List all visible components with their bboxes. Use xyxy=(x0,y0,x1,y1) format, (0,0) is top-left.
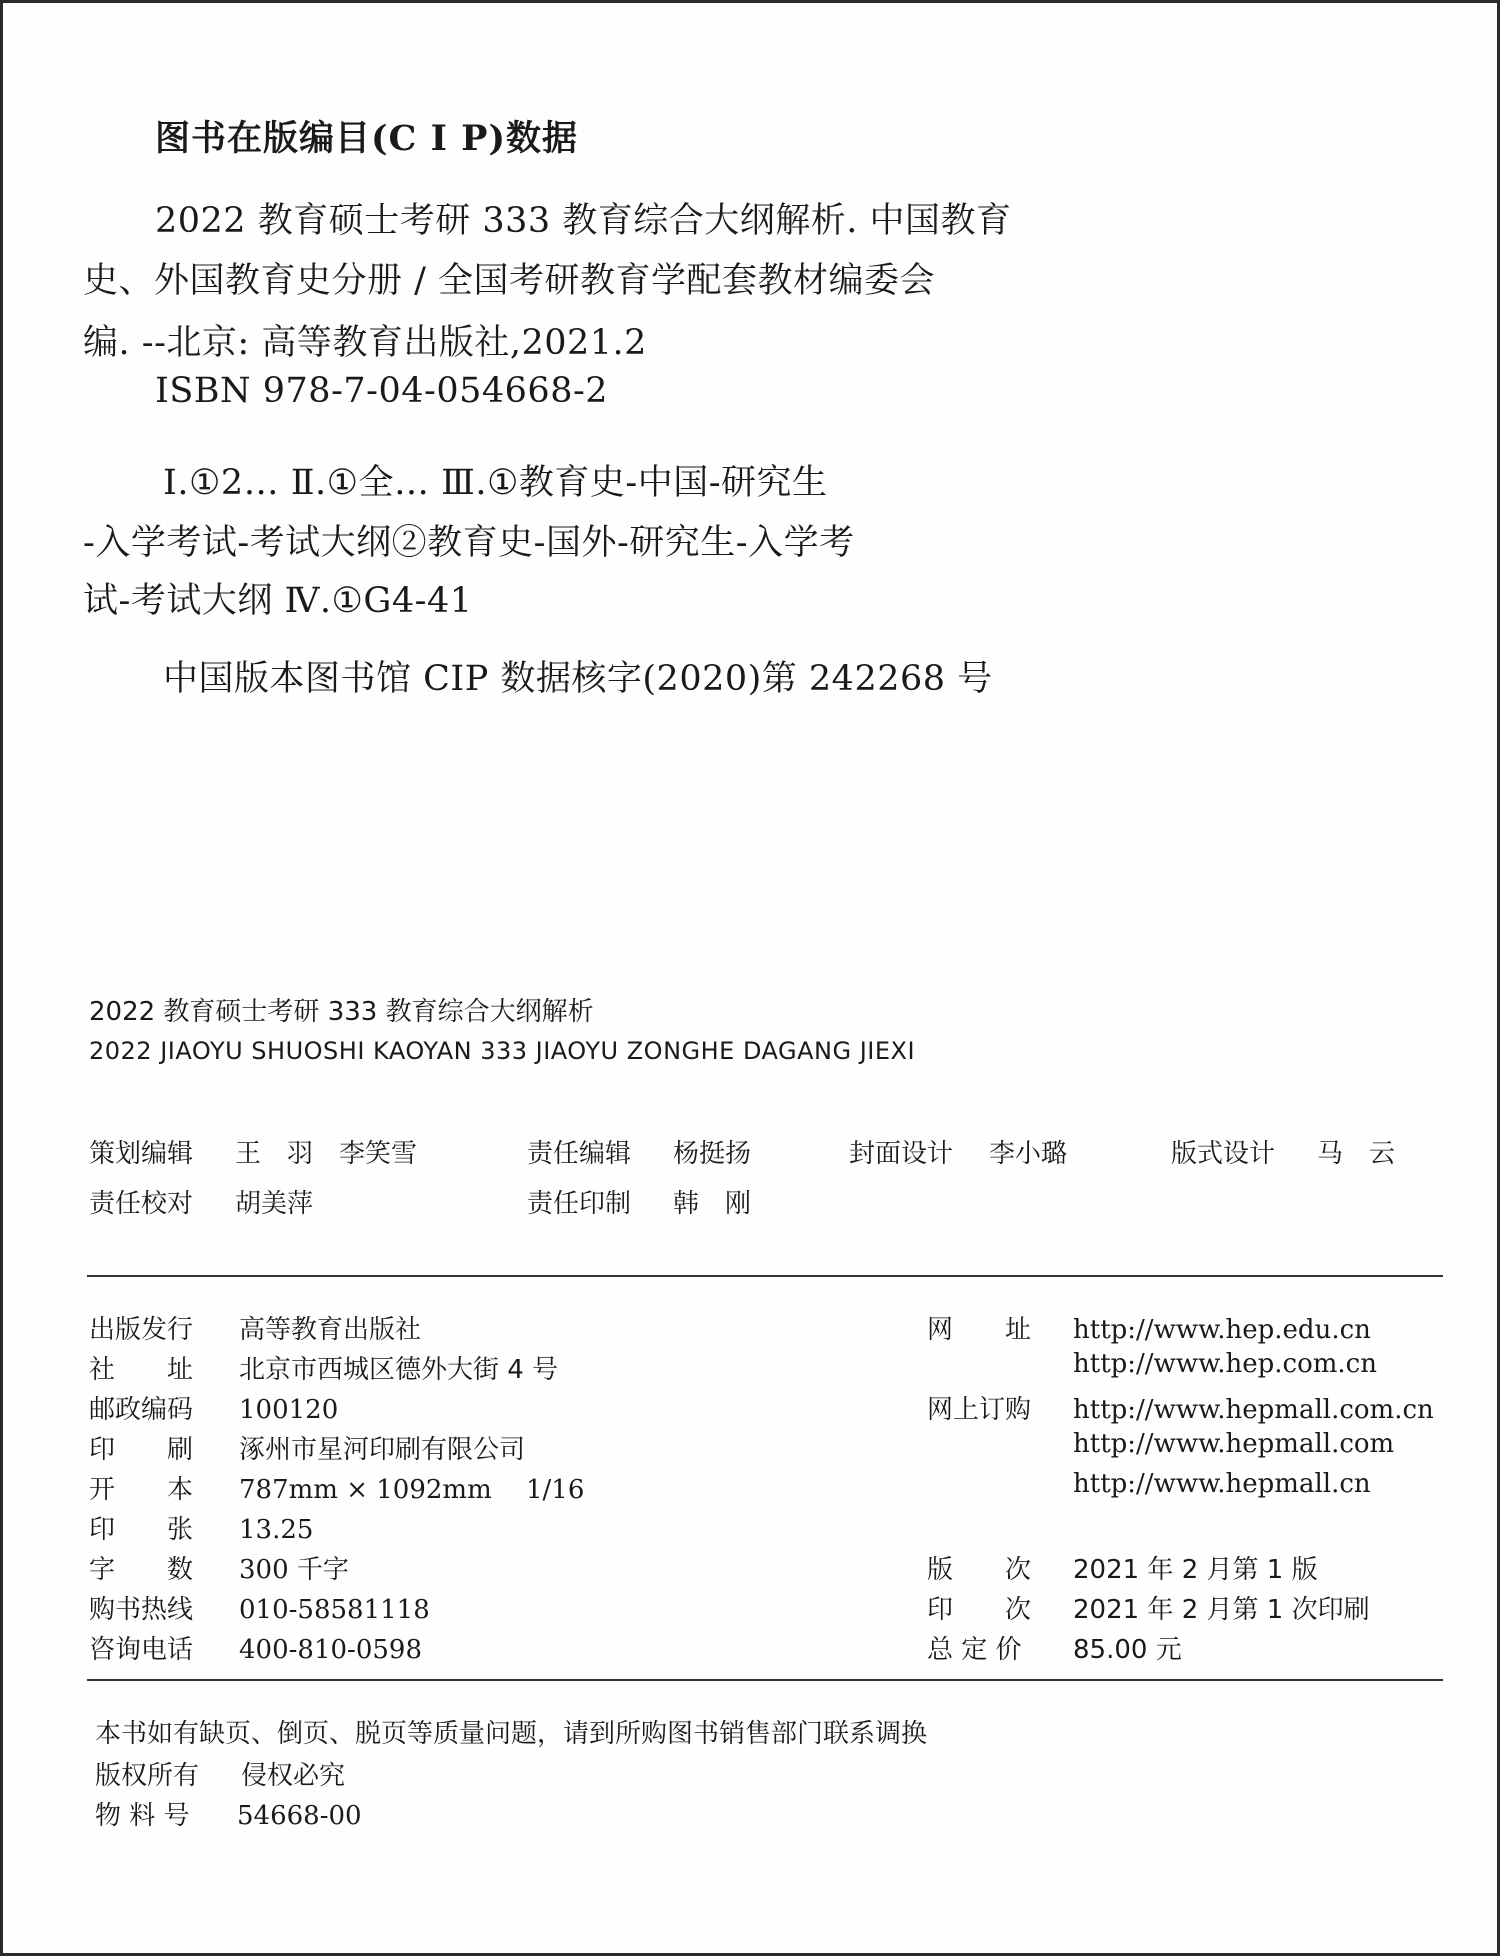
proofreader-value: 胡美萍 xyxy=(235,1189,314,1219)
print-supervisor-value: 韩 刚 xyxy=(673,1189,752,1219)
cip-desc-line-3: 编. --北京: 高等教育出版社,2021.2 xyxy=(83,323,647,363)
cip-isbn: ISBN 978-7-04-054668-2 xyxy=(155,371,609,411)
pub-left-8: 咨询电话 400-810-0598 xyxy=(89,1635,422,1665)
pub-right-5: 版 次 2021 年 2 月第 1 版 xyxy=(927,1555,1318,1585)
divider-top xyxy=(87,1275,1443,1277)
cip-class-line-1: Ⅰ.①2… Ⅱ.①全… Ⅲ.①教育史-中国-研究生 xyxy=(163,463,828,503)
pub-right-7: 总 定 价 85.00 元 xyxy=(927,1635,1182,1665)
material-number: 物 料 号 54668-00 xyxy=(95,1801,362,1831)
proofreader xyxy=(89,1183,313,1220)
website-link: http://www.hep.edu.cn xyxy=(1073,1315,1371,1345)
book-title-pinyin: 2022 JIAOYU SHUOSHI KAOYAN 333 JIAOYU ZONGHE DAGANG JIEXI xyxy=(89,1037,916,1065)
cover-design xyxy=(849,1133,1067,1170)
print-supervisor xyxy=(527,1183,751,1220)
responsible-editor xyxy=(527,1133,751,1170)
responsible-editor-label: 责任编辑 xyxy=(527,1139,632,1169)
proofreader-label: 责任校对 xyxy=(89,1189,194,1219)
pub-right-0: 网 址 http://www.hep.edu.cn xyxy=(927,1315,1371,1345)
pub-left-2: 邮政编码 100120 xyxy=(89,1395,339,1425)
quality-notice: 本书如有缺页、倒页、脱页等质量问题，请到所购图书销售部门联系调换 xyxy=(95,1719,928,1749)
layout-design-label: 版式设计 xyxy=(1171,1139,1276,1169)
planning-editor-value: 王 羽 李笑雪 xyxy=(235,1139,418,1169)
pub-left-4: 开 本 787mm × 1092mm 1/16 xyxy=(89,1475,585,1505)
cip-desc-line-2: 史、外国教育史分册 / 全国考研教育学配套教材编委会 xyxy=(83,261,936,301)
pub-right-3 xyxy=(927,1429,1394,1459)
pub-left-0: 出版发行 高等教育出版社 xyxy=(89,1315,422,1345)
pub-right-2: 网上订购 http://www.hepmall.com.cn xyxy=(927,1395,1434,1425)
order-link: http://www.hepmall.com.cn xyxy=(1073,1395,1434,1425)
pub-right-1 xyxy=(927,1349,1377,1379)
cip-title: 图书在版编目(C I P)数据 xyxy=(155,118,579,159)
layout-design xyxy=(1171,1133,1395,1170)
planning-editor xyxy=(89,1133,417,1170)
order-link: http://www.hepmall.com xyxy=(1073,1429,1395,1459)
cip-class-line-2: -入学考试-考试大纲②教育史-国外-研究生-入学考 xyxy=(83,523,855,563)
pub-left-3: 印 刷 涿州市星河印刷有限公司 xyxy=(89,1435,526,1465)
cover-design-value: 李小璐 xyxy=(989,1139,1068,1169)
cip-record-number: 中国版本图书馆 CIP 数据核字(2020)第 242268 号 xyxy=(163,659,993,699)
cip-class-line-3: 试-考试大纲 Ⅳ.①G4-41 xyxy=(83,581,473,621)
order-link: http://www.hepmall.cn xyxy=(1073,1469,1371,1499)
layout-design-value: 马 云 xyxy=(1317,1139,1396,1169)
copyright-notice: 版权所有 侵权必究 xyxy=(95,1761,346,1791)
pub-left-1: 社 址 北京市西城区德外大街 4 号 xyxy=(89,1355,559,1385)
divider-bottom xyxy=(87,1679,1443,1681)
cover-design-label: 封面设计 xyxy=(849,1139,954,1169)
pub-left-6: 字 数 300 千字 xyxy=(89,1555,349,1585)
pub-left-5: 印 张 13.25 xyxy=(89,1515,314,1545)
book-title-cn: 2022 教育硕士考研 333 教育综合大纲解析 xyxy=(89,997,594,1027)
responsible-editor-value: 杨挺扬 xyxy=(673,1139,752,1169)
pub-right-4 xyxy=(927,1469,1371,1499)
website-link: http://www.hep.com.cn xyxy=(1073,1349,1377,1379)
planning-editor-label: 策划编辑 xyxy=(89,1139,194,1169)
pub-left-7: 购书热线 010-58581118 xyxy=(89,1595,430,1625)
cip-desc-line-1: 2022 教育硕士考研 333 教育综合大纲解析. 中国教育 xyxy=(155,201,1012,241)
pub-right-6: 印 次 2021 年 2 月第 1 次印刷 xyxy=(927,1595,1370,1625)
print-supervisor-label: 责任印制 xyxy=(527,1189,632,1219)
